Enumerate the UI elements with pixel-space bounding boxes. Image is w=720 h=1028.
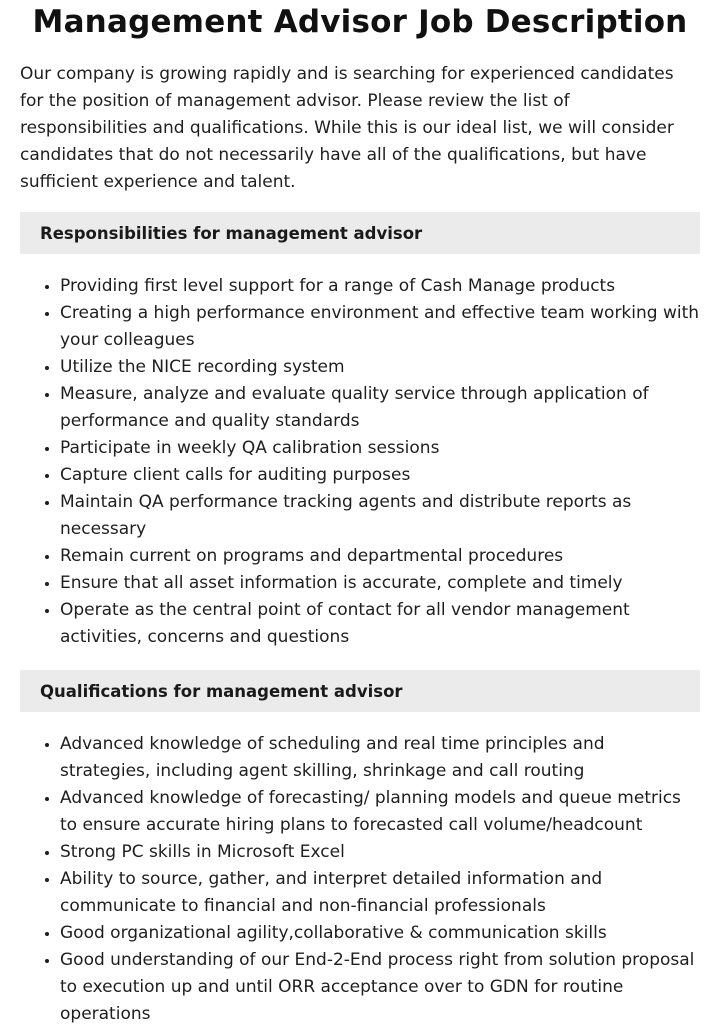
list-item: • Utilize the NICE recording system — [60, 354, 700, 381]
list-item: • Maintain QA performance tracking agents and distribute reports as necessary — [60, 489, 700, 543]
qualifications-list — [20, 731, 700, 1028]
list-item: • Creating a high performance environment and effective team working with your colleagues — [60, 300, 700, 354]
list-item: • Strong PC skills in Microsoft Excel — [60, 839, 700, 866]
responsibilities-heading: Responsibilities for management advisor — [20, 212, 700, 254]
responsibilities-list — [20, 273, 700, 651]
list-item: • Operate as the central point of contact for all vendor management activities, concerns and questions — [60, 597, 700, 651]
list-item: • Capture client calls for auditing purposes — [60, 462, 700, 489]
list-item: • Advanced knowledge of scheduling and real time principles and strategies, including agent skilling, shrinkage and call routing — [60, 731, 700, 785]
list-item: • Good understanding of our End-2-End process right from solution proposal to execution up and until ORR acceptance over to GDN for routine operations — [60, 947, 700, 1028]
list-item: • Ability to source, gather, and interpret detailed information and communicate to financial and non-financial professionals — [60, 866, 700, 920]
list-item: • Measure, analyze and evaluate quality service through application of performance and quality standards — [60, 381, 700, 435]
list-item: • Participate in weekly QA calibration sessions — [60, 435, 700, 462]
page-title: Management Advisor Job Description — [32, 4, 688, 40]
list-item: • Remain current on programs and departmental procedures — [60, 543, 700, 570]
list-item: • Advanced knowledge of forecasting/ planning models and queue metrics to ensure accurate hiring plans to forecasted call volume/headcount — [60, 785, 700, 839]
list-item: • Providing first level support for a range of Cash Manage products — [60, 273, 700, 300]
qualifications-heading: Qualifications for management advisor — [20, 670, 700, 712]
list-item: • Good organizational agility,collaborative & communication skills — [60, 920, 700, 947]
list-item: • Ensure that all asset information is accurate, complete and timely — [60, 570, 700, 597]
intro-paragraph: Our company is growing rapidly and is searching for experienced candidates for the position of management advisor. Please review the list of responsibilities and qualifications. While this is our ideal list, we will consider candidates that do not necessarily have all of the qualifications, but have sufficient experience and talent. — [20, 64, 674, 192]
